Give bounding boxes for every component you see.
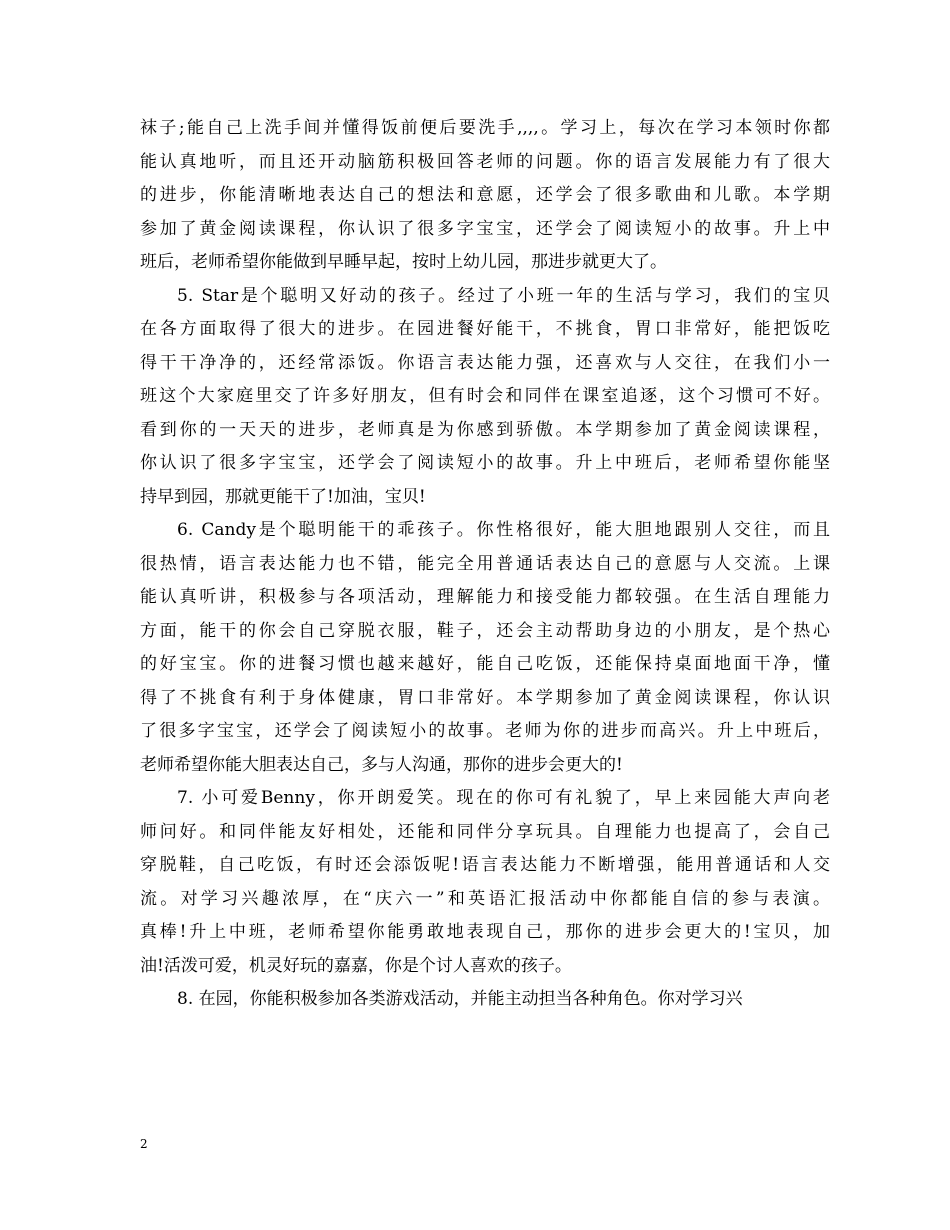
- text-line: 了很多字宝宝，还学会了阅读短小的故事。老师为你的进步而高兴。升上中班后，: [140, 721, 830, 741]
- paragraph-7-first-line: 7. 小可爱Benny，你开朗爱笑。现在的你可有礼貌了，早上来园能大声向老: [177, 788, 830, 808]
- text-line: 你认识了很多字宝宝，还学会了阅读短小的故事。升上中班后，老师希望你能坚: [140, 453, 830, 473]
- text-line: 参加了黄金阅读课程，你认识了很多字宝宝，还学会了阅读短小的故事。升上中: [140, 218, 830, 239]
- paragraph-8-first-line: 8. 在园，你能积极参加各类游戏活动，并能主动担当各种角色。你对学习兴: [177, 989, 743, 1009]
- text-line: 看到你的一天天的进步，老师真是为你感到骄傲。本学期参加了黄金阅读课程，: [140, 419, 830, 440]
- text-line: 穿脱鞋，自己吃饭，有时还会添饭呢!语言表达能力不断增强，能用普通话和人交: [140, 855, 830, 875]
- text-line: 方面，能干的你会自己穿脱衣服，鞋子，还会主动帮助身边的小朋友，是个热心: [140, 620, 830, 641]
- body-text: [140, 112, 830, 1017]
- text-line: 流。对学习兴趣浓厚，在“庆六一”和英语汇报活动中你都能自信的参与表演。: [140, 888, 830, 909]
- text-line: 得干干净净的，还经常添饭。你语言表达能力强，还喜欢与人交往，在我们小一: [140, 352, 830, 373]
- text-line: 在各方面取得了很大的进步。在园进餐好能干，不挑食，胃口非常好，能把饭吃: [140, 319, 830, 339]
- text-line: 能认真听讲，积极参与各项活动，理解能力和接受能力都较强。在生活自理能力: [140, 587, 830, 607]
- text-line: 师问好。和同伴能友好相处，还能和同伴分享玩具。自理能力也提高了，会自己: [140, 821, 830, 842]
- text-line: 袜子;能自己上洗手间并懂得饭前便后要洗手,,,,。学习上，每次在学习本领时你都: [140, 118, 830, 138]
- text-line: 能认真地听，而且还开动脑筋积极回答老师的问题。你的语言发展能力有了很大: [140, 151, 830, 172]
- text-line: 真棒!升上中班，老师希望你能勇敢地表现自己，那你的进步会更大的!宝贝，加: [140, 922, 830, 942]
- text-line: 油!活泼可爱，机灵好玩的嘉嘉，你是个讨人喜欢的孩子。: [140, 955, 572, 976]
- text-line: 很热情，语言表达能力也不错，能完全用普通话表达自己的意愿与人交流。上课: [140, 553, 830, 574]
- text-line: 的进步，你能清晰地表达自己的想法和意愿，还学会了很多歌曲和儿歌。本学期: [140, 185, 830, 205]
- text-line: 班这个大家庭里交了许多好朋友，但有时会和同伴在课室追逐，这个习惯可不好。: [140, 386, 830, 406]
- text-line: 的好宝宝。你的进餐习惯也越来越好，能自己吃饭，还能保持桌面地面干净，懂: [140, 654, 830, 674]
- text-line: 老师希望你能大胆表达自己，多与人沟通，那你的进步会更大的!: [140, 754, 623, 775]
- paragraph-6-first-line: 6. Candy是个聪明能干的乖孩子。你性格很好，能大胆地跟别人交往，而且: [177, 520, 830, 540]
- text-line: 持早到园，那就更能干了!加油，宝贝!: [140, 486, 426, 507]
- text-line: 得了不挑食有利于身体健康，胃口非常好。本学期参加了黄金阅读课程，你认识: [140, 687, 830, 708]
- page-number: 2: [140, 1137, 148, 1151]
- paragraph-5-first-line: 5. Star是个聪明又好动的孩子。经过了小班一年的生活与学习，我们的宝贝: [177, 285, 830, 306]
- text-line: 班后，老师希望你能做到早睡早起，按时上幼儿园，那进步就更大了。: [140, 252, 667, 272]
